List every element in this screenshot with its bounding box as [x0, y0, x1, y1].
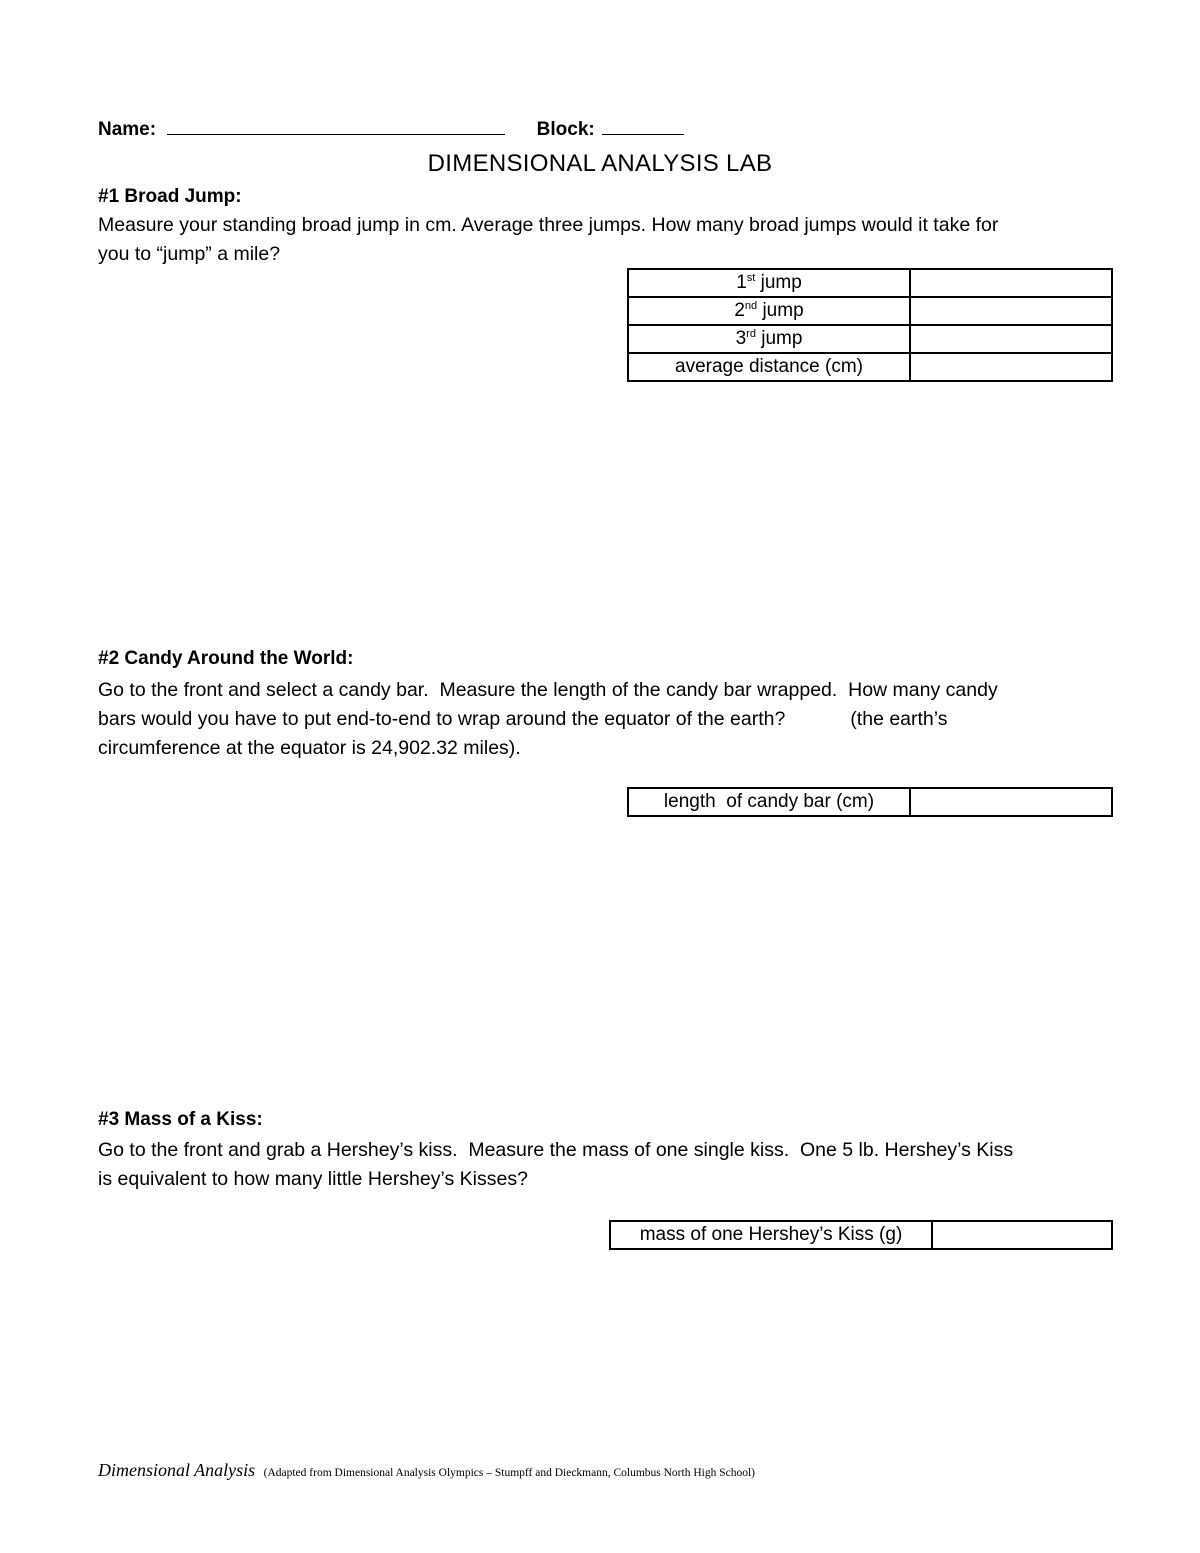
name-block-line: [98, 116, 684, 141]
name-label: Name:: [98, 119, 157, 140]
second-jump-value-cell[interactable]: [910, 297, 1112, 325]
instruction-line: is equivalent to how many little Hershey’s Kisses?: [98, 1168, 528, 1190]
name-field[interactable]: [167, 116, 505, 135]
table-label-cell: length of candy bar (cm): [628, 788, 910, 816]
footer-title: Dimensional Analysis: [98, 1460, 256, 1480]
average-distance-value-cell[interactable]: [910, 353, 1112, 381]
table-label-cell: 2nd jump: [628, 297, 910, 325]
section-3-heading: #3 Mass of a Kiss:: [98, 1109, 263, 1130]
first-jump-value-cell[interactable]: [910, 269, 1112, 297]
block-field[interactable]: [602, 116, 684, 135]
section-2-instructions: [98, 676, 1108, 763]
section-2-heading: #2 Candy Around the World:: [98, 648, 354, 669]
table-row: [628, 788, 1112, 816]
instruction-line: Measure your standing broad jump in cm. Average three jumps. How many broad jumps would it take for: [98, 214, 999, 236]
block-label: Block:: [536, 119, 595, 140]
hershey-kiss-table: [609, 1220, 1113, 1250]
page-title: DIMENSIONAL ANALYSIS LAB: [427, 150, 773, 177]
table-row: [610, 1221, 1112, 1249]
footer: [98, 1460, 755, 1481]
candy-bar-length-value-cell[interactable]: [910, 788, 1112, 816]
table-label-cell: 1st jump: [628, 269, 910, 297]
instruction-line: Go to the front and select a candy bar. Measure the length of the candy bar wrapped. How many candy: [98, 679, 998, 701]
instruction-line: circumference at the equator is 24,902.32 miles).: [98, 737, 521, 759]
table-row: [628, 269, 1112, 297]
table-row: [628, 353, 1112, 381]
table-row: [628, 325, 1112, 353]
table-label-cell: 3rd jump: [628, 325, 910, 353]
section-3-instructions: [98, 1136, 1108, 1194]
instruction-line: you to “jump” a mile?: [98, 243, 281, 265]
section-1-heading: #1 Broad Jump:: [98, 186, 242, 207]
instruction-line: bars would you have to put end-to-end to wrap around the equator of the earth? (the earth’s: [98, 708, 948, 730]
third-jump-value-cell[interactable]: [910, 325, 1112, 353]
instruction-line: Go to the front and grab a Hershey’s kiss. Measure the mass of one single kiss. One 5 lb. Hershey’s Kiss: [98, 1139, 1014, 1161]
section-1-instructions: [98, 211, 1108, 269]
kiss-mass-value-cell[interactable]: [932, 1221, 1112, 1249]
broad-jump-table: [627, 268, 1113, 382]
candy-bar-table: [627, 787, 1113, 817]
footer-attribution: (Adapted from Dimensional Analysis Olympics – Stumpff and Dieckmann, Columbus North High School): [263, 1467, 755, 1479]
table-label-cell: average distance (cm): [628, 353, 910, 381]
table-label-cell: mass of one Hershey’s Kiss (g): [610, 1221, 932, 1249]
table-row: [628, 297, 1112, 325]
